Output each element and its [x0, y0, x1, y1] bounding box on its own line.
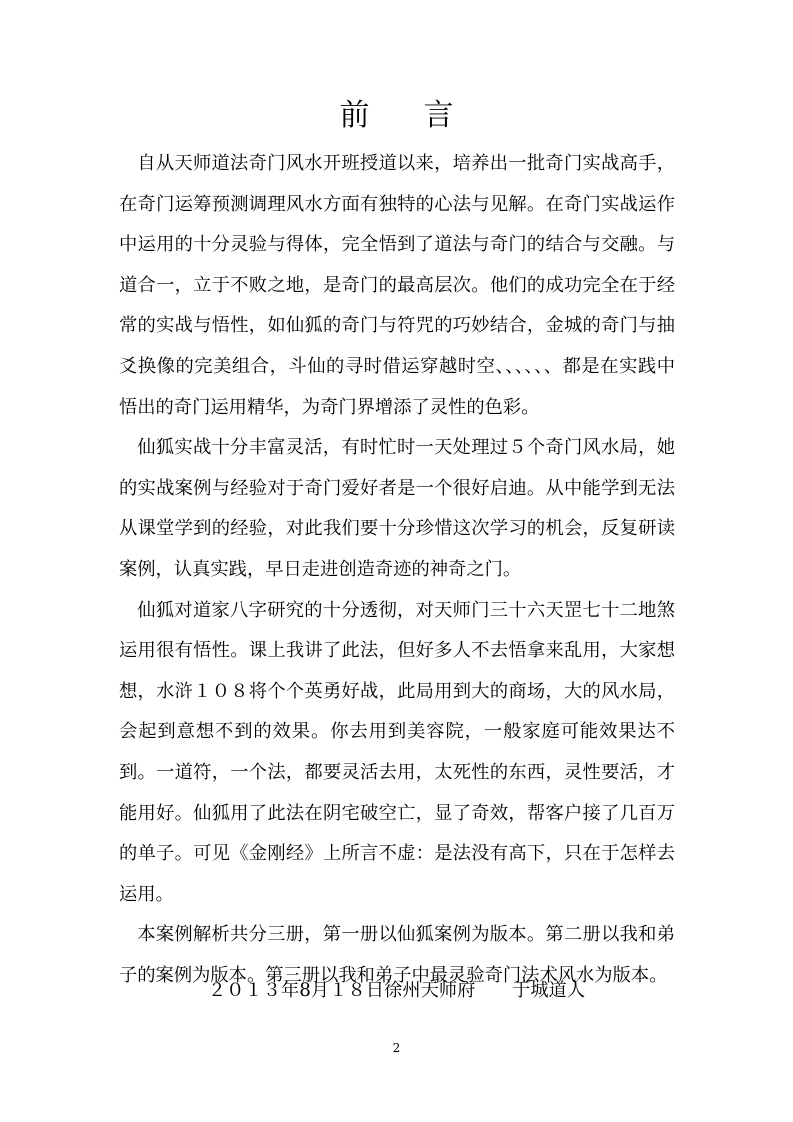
paragraph: 仙狐对道家八字研究的十分透彻，对天师门三十六天罡七十二地煞运用很有悟性。课上我讲了此法，但好多人不去悟拿来乱用，大家想想，水浒１０８将个个英勇好战，此局用到大的商场，大的风水局，会起到意想不到的效果。你去用到美容院，一般家庭可能效果达不到。一道符，一个法，都要灵活去用，太死性的东西，灵性要活，才能用好。仙狐用了此法在阴宅破空亡，显了奇效，帮客户接了几百万的单子。可见《金刚经》上所言不虚：是法没有高下，只在于怎样去运用。 [119, 599, 675, 905]
page-number: 2 [392, 1041, 401, 1055]
page-title: 前言 [339, 98, 508, 133]
paragraph: 本案例解析共分三册，第一册以仙狐案例为版本。第二册以我和弟子的案例为版本。第三册以我和弟子中最灵验奇门法术风水为版本。 [119, 924, 675, 986]
paragraph: 自从天师道法奇门风水开班授道以来，培养出一批奇门实战高手，在奇门运筹预测调理风水方面有独特的心法与见解。在奇门实战运作中运用的十分灵验与得体，完全悟到了道法与奇门的结合与交融。与道合一，立于不败之地，是奇门的最高层次。他们的成功完全在于经常的实战与悟性，如仙狐的奇门与符咒的巧妙结合，金城的奇门与抽爻换像的完美组合，斗仙的寻时借运穿越时空、、、、、、都是在实践中悟出的奇门运用精华，为奇门界增添了灵性的色彩。 [119, 153, 675, 418]
paragraph: 仙狐实战十分丰富灵活，有时忙时一天处理过５个奇门风水局，她的实战案例与经验对于奇门爱好者是一个很好启迪。从中能学到无法从课堂学到的经验，对此我们要十分珍惜这次学习的机会，反复研读案例，认真实践，早日走进创造奇迹的神奇之门。 [119, 437, 675, 580]
body-text [119, 144, 675, 996]
signature-line: ２０１３年8月１８日徐州天师府 于城道人 [207, 980, 586, 1001]
